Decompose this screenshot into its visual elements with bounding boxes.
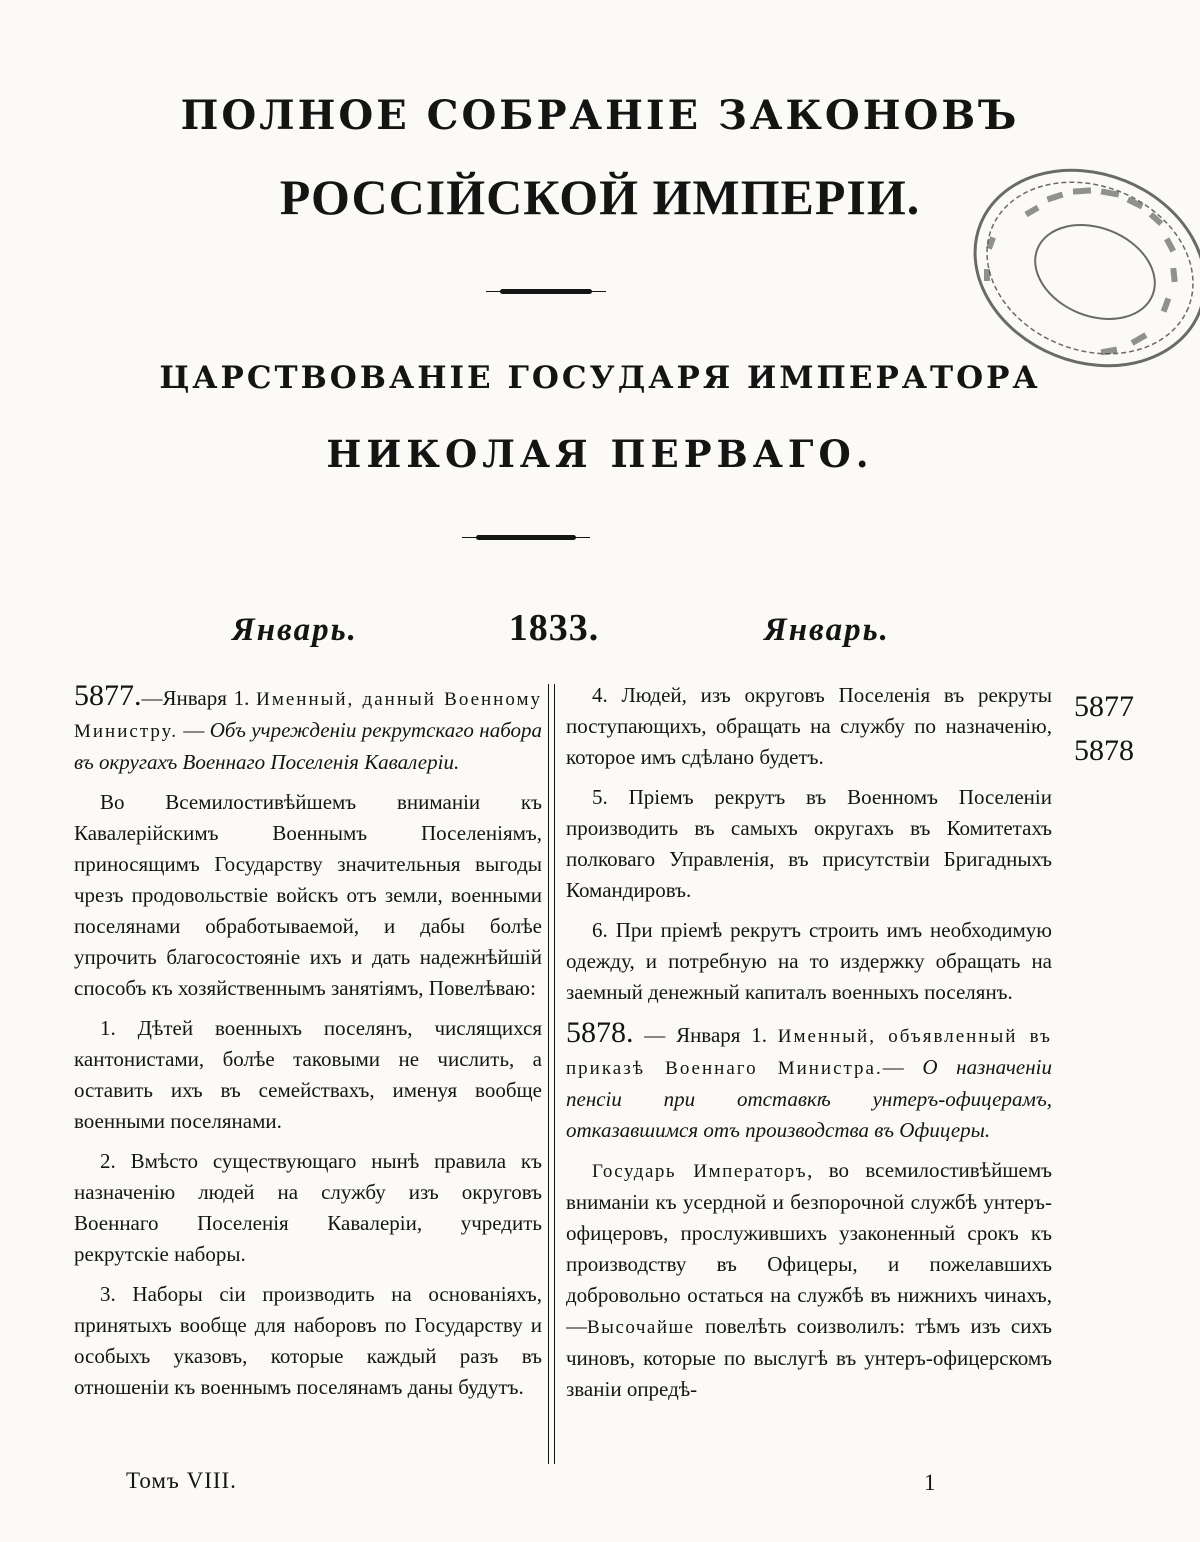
volume-label: Томъ VIII. (126, 1468, 237, 1493)
law-number: 5877. (74, 679, 142, 712)
law-item: 2. Вмѣсто существующаго нынѣ правила къ назначенію людей на службу изъ округовъ Военнаго Поселенія Кавалеріи, учредить рекрутскіе наборы. (74, 1149, 542, 1266)
right-column (566, 680, 1052, 1414)
title-line-2: РОССІЙСКОЙ ИМПЕРІИ. (279, 169, 921, 225)
law-body: Государь Императоръ, во всемилостивѣйшемъ вниманіи къ усердной и безпорочной службѣ унтеръ-офицеровъ, прослужившихъ узаконенный срокъ къ производству въ Офицеры, и пожелавшихъ добровольно остаться на службѣ въ нижнихъ чинахъ,—Высочайше повелѣть соизволилъ: тѣмъ изъ сихъ чиновъ, которые по выслугѣ въ унтеръ-офицерскомъ званіи опредѣ- (566, 1158, 1052, 1401)
running-head-month-right: Январь. (764, 612, 890, 648)
running-head-month-left: Январь. (232, 612, 358, 648)
column-divider (548, 684, 555, 1464)
margin-number-5878: 5878 (1074, 734, 1134, 767)
law-subject: Объ учрежденіи рекрутскаго набора въ округахъ Военнаго Поселенія Кавалеріи. (74, 718, 543, 774)
left-column (74, 680, 542, 1412)
law-date: Января 1. (676, 1023, 767, 1047)
page-number: 1 (924, 1470, 936, 1495)
law-date: Января 1. (162, 686, 250, 710)
running-head-year: 1833. (508, 607, 600, 649)
imperial-word: Высочайше (587, 1317, 695, 1338)
subtitle-line-2: НИКОЛАЯ ПЕРВАГО. (326, 432, 874, 476)
law-5877-heading: 5877.—Января 1. Именный, данный Военному Министру. — Объ учрежденіи рекрутскаго набора въ округахъ Военнаго Поселенія Кавалеріи. (74, 679, 543, 774)
title-line-1: ПОЛНОЕ СОБРАНІЕ ЗАКОНОВЪ (180, 92, 1020, 139)
margin-number-5877: 5877 (1074, 690, 1134, 723)
law-item: 3. Наборы сіи производить на основаніяхъ, принятыхъ вообще для наборовъ по Государству и особыхъ указовъ, которые каждый разъ въ отношеніи къ военнымъ поселянамъ даны будутъ. (74, 1282, 542, 1399)
law-item: 5. Пріемъ рекрутъ въ Военномъ Поселеніи производить въ самыхъ округахъ въ Комитетахъ полковаго Управленія, въ присутствіи Бригадныхъ Командировъ. (566, 785, 1052, 902)
law-item: 4. Людей, изъ округовъ Поселенія въ рекруты поступающихъ, обращать на службу по назначенію, которое имъ сдѣлано будетъ. (566, 683, 1052, 769)
law-number: 5878. (566, 1016, 634, 1049)
subtitle-rule (476, 535, 576, 540)
sovereign-title: Государь Императоръ (592, 1161, 808, 1182)
title-rule (500, 289, 592, 294)
law-5878-heading: 5878. — Января 1. Именный, объявленный въ приказѣ Военнаго Министра.— О назначеніи пенсіи при отставкѣ унтеръ-офицерамъ, отказавшимся отъ производства въ Офицеры. (566, 1016, 1053, 1142)
subtitle-line-1: ЦАРСТВОВАНІЕ ГОСУДАРЯ ИМПЕРАТОРА (159, 360, 1041, 396)
law-preamble: Во Всемилостивѣйшемъ вниманіи къ Кавалерійскимъ Военнымъ Поселеніямъ, приносящимъ Государству значительныя выгоды чрезъ продовольствіе войскъ отъ земли, военными поселянами обработываемой, и дабы болѣе упрочить благосостояніе ихъ и дать надежнѣйшій способъ къ хозяйственнымъ занятіямъ, Повелѣваю: (74, 790, 542, 1000)
law-type: Именный, данный Военному Министру. (74, 689, 542, 742)
law-type: Именный, объявленный въ приказѣ Военнаго Министра. (566, 1026, 1052, 1079)
law-subject: О назначеніи пенсіи при отставкѣ унтеръ-офицерамъ, отказавшимся отъ производства въ Офицеры. (566, 1055, 1053, 1142)
library-stamp-icon (955, 150, 1200, 380)
law-item: 6. При пріемѣ рекрутъ строить имъ необходимую одежду, и потребную на то издержку обращать на заемный денежный капиталъ военныхъ поселянъ. (566, 918, 1052, 1004)
law-item: 1. Дѣтей военныхъ поселянъ, числящихся кантонистами, болѣе таковыми не числить, а оставить ихъ въ семействахъ, именуя вообще военными поселянами. (74, 1016, 542, 1133)
